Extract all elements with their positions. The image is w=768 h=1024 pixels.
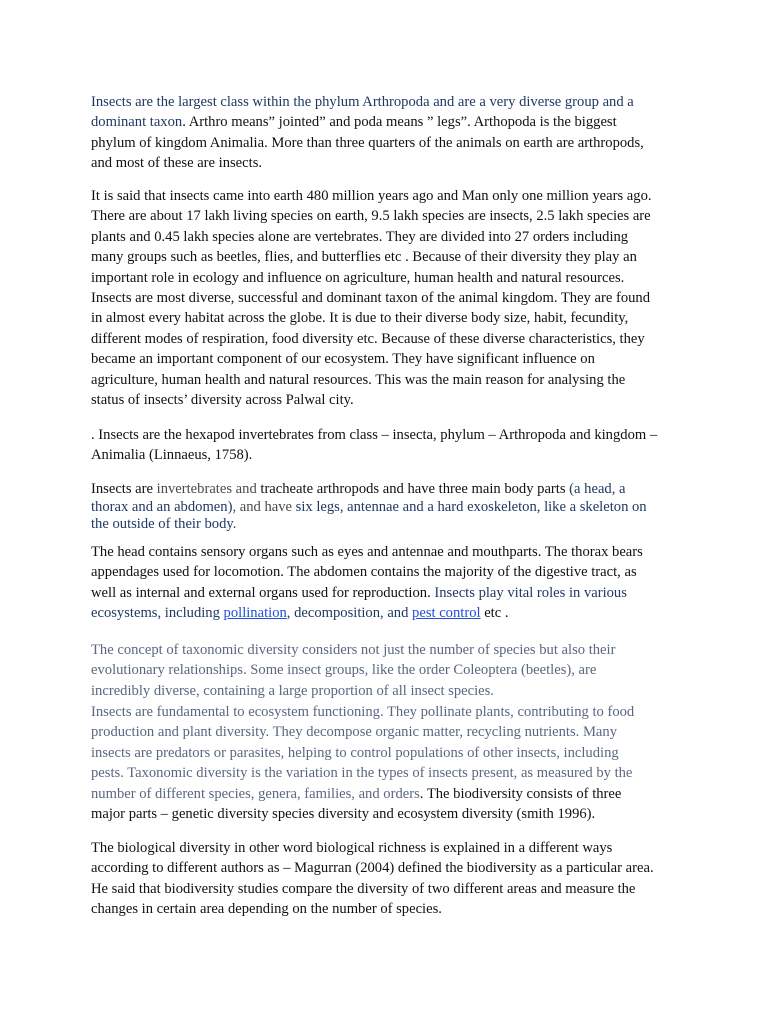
text-run: the outside of their body (91, 516, 233, 533)
text-line: Insects are most diverse, successful and dominant taxon of the animal kingdom. They are found (91, 290, 651, 307)
text-run: , decomposition, and (286, 605, 413, 622)
text-run: Insects are (91, 481, 157, 497)
text-run: well as internal and external organs used for reproduction. (91, 584, 435, 601)
text-run: etc . (480, 605, 509, 622)
text-run: , and have (232, 498, 296, 515)
paragraph-insect-history (91, 186, 681, 410)
text-run: ecosystems, including (91, 605, 224, 622)
text-run: number of different species, genera, families, and orders (91, 785, 420, 802)
paragraph-arthropoda-intro (91, 92, 681, 174)
text-line: The head contains sensory organs such as eyes and antennae and mouthparts. The thorax bears (91, 544, 643, 560)
paragraph-taxonomic-concept (91, 640, 681, 701)
text-line: production and plant diversity. They decompose organic matter, recycling nutrients. Many (91, 724, 618, 741)
text-run: tracheate arthropods and have three main body parts (260, 481, 566, 497)
paragraph-biological-richness (91, 838, 681, 920)
text-line: The biological diversity in other word biological richness is explained in a different ways (91, 840, 613, 856)
text-line: according to different authors as – Magurran (2004) defined the biodiversity as a particular area. (91, 860, 654, 877)
text-line: important role in ecology and influence on agriculture, human health and natural resources. (91, 269, 625, 286)
text-line: became an important component of our ecosystem. They have significant influence on (91, 351, 595, 368)
text-run: . Arthro means” jointed” and poda means ” legs”. Arthopoda is the biggest (182, 114, 617, 131)
text-run: Insects are the largest class within the phylum Arthropoda and are a very diverse group and a (91, 94, 634, 110)
paragraph-classification (91, 425, 681, 466)
text-line: appendages used for locomotion. The abdomen contains the majority of the digestive tract, as (91, 564, 637, 581)
text-line: many groups such as beetles, flies, and butterflies etc . Because of their diversity they play an (91, 249, 637, 266)
text-line: . Insects are the hexapod invertebrates from class – insecta, phylum – Arthropoda and kingdom – (91, 427, 658, 443)
text-line: Animalia (Linnaeus, 1758). (91, 447, 253, 464)
text-line: status of insects’ diversity across Palwal city. (91, 392, 354, 409)
text-line: major parts – genetic diversity species diversity and ecosystem diversity (smith 1996). (91, 806, 596, 823)
text-run: and (232, 481, 261, 497)
text-run: dominant taxon (91, 114, 183, 131)
text-line: and most of these are insects. (91, 155, 263, 172)
pest-control-link[interactable]: pest control (412, 605, 481, 622)
text-line: incredibly diverse, containing a large proportion of all insect species. (91, 682, 494, 699)
text-line: pests. Taxonomic diversity is the variation in the types of insects present, as measured by the (91, 765, 633, 782)
text-line: insects are predators or parasites, helping to control populations of other insects, including (91, 744, 619, 761)
text-line: evolutionary relationships. Some insect groups, like the order Coleoptera (beetles), are (91, 662, 597, 679)
text-line: Insects are fundamental to ecosystem functioning. They pollinate plants, contributing to food (91, 704, 635, 720)
text-run: Insects play vital roles in various (434, 584, 627, 601)
text-line: different modes of respiration, food diversity etc. Because of these diverse characteristics, they (91, 330, 645, 347)
text-run: thorax and an abdomen) (91, 498, 233, 515)
text-line: There are about 17 lakh living species on earth, 9.5 lakh species are insects, 2.5 lakh species are (91, 208, 651, 225)
paragraph-body-parts (91, 481, 681, 534)
text-line: plants and 0.45 lakh species alone are vertebrates. They are divided into 27 orders including (91, 228, 629, 245)
text-run: invertebrates (156, 481, 233, 497)
text-line: It is said that insects came into earth 480 million years ago and Man only one million years ago. (91, 188, 652, 204)
text-line: changes in certain area depending on the number of species. (91, 901, 442, 918)
text-line: in almost every habitat across the globe. It is due to their diverse body size, habit, fecundity, (91, 310, 629, 327)
text-line: The concept of taxonomic diversity considers not just the number of species but also their (91, 642, 616, 658)
text-run: (a head, a (565, 481, 626, 497)
text-line: phylum of kingdom Animalia. More than three quarters of the animals on earth are arthropods, (91, 134, 644, 151)
paragraph-ecosystem-functioning (91, 702, 681, 824)
text-run: . (232, 516, 237, 533)
text-line: agriculture, human health and natural resources. This was the main reason for analysing the (91, 371, 626, 388)
text-run: six legs, antennae and a hard exoskeleton, like a skeleton on (295, 498, 647, 515)
text-line: He said that biodiversity studies compare the diversity of two different areas and measure the (91, 880, 636, 897)
paragraph-head-thorax (91, 542, 681, 624)
text-run: . The biodiversity consists of three (419, 785, 622, 802)
pollination-link[interactable]: pollination (223, 605, 287, 622)
